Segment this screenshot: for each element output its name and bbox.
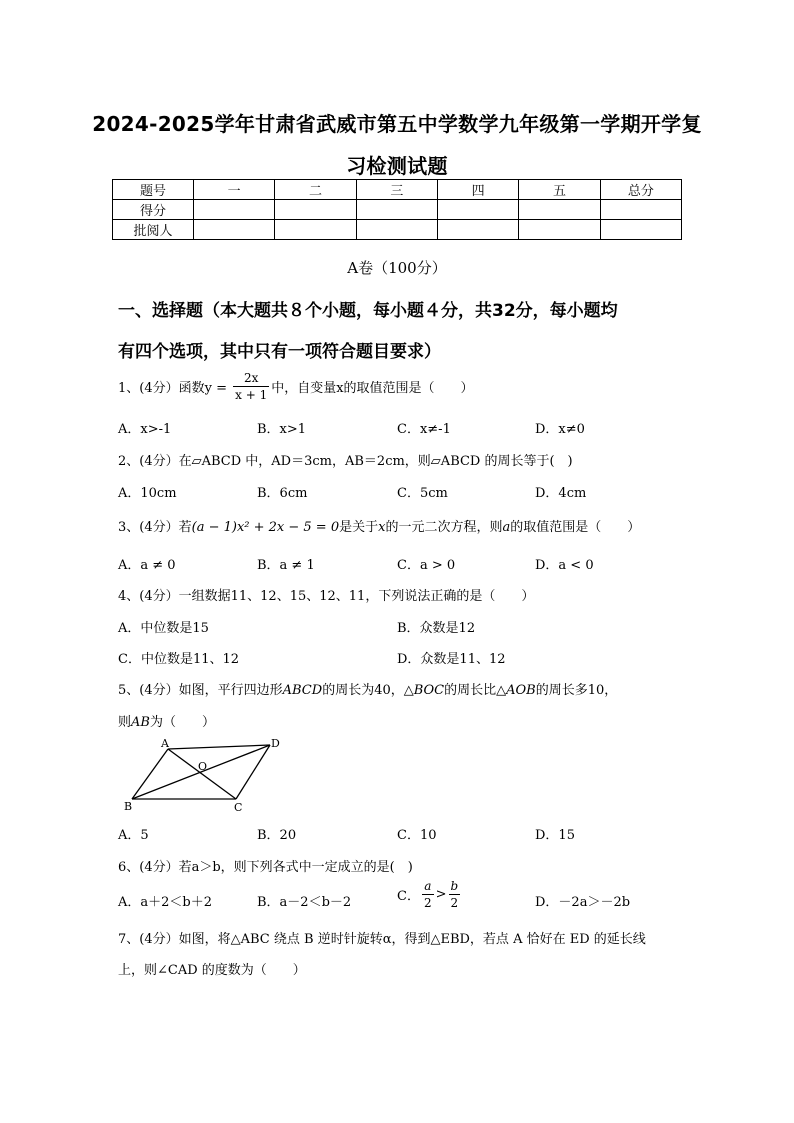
vertex-label-a: A bbox=[161, 737, 169, 750]
header-cell: 一 bbox=[194, 180, 275, 200]
q2-option-b[interactable]: B．6cm bbox=[257, 486, 308, 501]
reviewer-cell[interactable] bbox=[356, 220, 437, 240]
q6-c-label: C． bbox=[397, 889, 420, 904]
q6-c-den1: 2 bbox=[423, 896, 432, 910]
side-ad bbox=[168, 745, 270, 749]
row-label: 得分 bbox=[113, 200, 194, 220]
q3-suffix: 的取值范围是（ ） bbox=[510, 520, 641, 535]
q4-option-c[interactable]: C．中位数是11、12 bbox=[118, 652, 240, 667]
score-table-header-row bbox=[113, 180, 682, 200]
reviewer-cell[interactable] bbox=[519, 220, 600, 240]
score-cell[interactable] bbox=[437, 200, 518, 220]
q3-mid2: 的一元二次方程，则 bbox=[385, 520, 503, 535]
q5-aob: AOB bbox=[506, 683, 536, 698]
part1-heading-line2: 有四个选项，其中只有一项符合题目要求） bbox=[118, 342, 441, 362]
q3-option-a[interactable]: A．a ≠ 0 bbox=[118, 558, 176, 573]
q6-c-num2: b bbox=[450, 879, 459, 893]
q5-text-a: 5、(4分）如图，平行四边形 bbox=[118, 683, 283, 698]
q2-option-a[interactable]: A．10cm bbox=[118, 486, 177, 501]
q1-suffix: 中，自变量x的取值范围是（ ） bbox=[271, 381, 474, 396]
q2-option-d[interactable]: D．4cm bbox=[535, 486, 587, 501]
score-cell[interactable] bbox=[275, 200, 356, 220]
q5-option-c[interactable]: C．10 bbox=[397, 828, 437, 843]
q5-text-b: 的周长为40， bbox=[322, 683, 404, 698]
q3-option-c[interactable]: C．a > 0 bbox=[397, 558, 456, 573]
header-cell: 三 bbox=[356, 180, 437, 200]
question-6: 6、(4分）若a＞b，则下列各式中一定成立的是( ) bbox=[118, 860, 413, 875]
vertex-label-c: C bbox=[234, 801, 243, 814]
q5-option-b[interactable]: B．20 bbox=[257, 828, 297, 843]
q5-abcd: ABCD bbox=[282, 683, 323, 698]
section-a-heading: A卷（100分） bbox=[347, 259, 447, 277]
q3-mid: 是关于 bbox=[339, 520, 379, 535]
q5-text-c: 的周长比△ bbox=[444, 683, 507, 698]
q5-text-f: 为（ ） bbox=[149, 715, 215, 730]
header-cell: 二 bbox=[275, 180, 356, 200]
header-cell: 四 bbox=[437, 180, 518, 200]
q6-c-num1: a bbox=[424, 879, 432, 893]
q6-option-b[interactable]: B．a－2＜b－2 bbox=[257, 895, 352, 910]
q1-option-d[interactable]: D．x≠0 bbox=[535, 422, 585, 437]
q6-c-frac1 bbox=[422, 880, 434, 909]
header-cell: 题号 bbox=[113, 180, 194, 200]
question-5-line1 bbox=[118, 679, 617, 698]
q1-option-b[interactable]: B．x>1 bbox=[257, 422, 307, 437]
parallelogram-figure bbox=[120, 737, 290, 817]
part1-heading-line1: 一、选择题（本大题共８个小题，每小题４分，共32分，每小题均 bbox=[118, 301, 618, 321]
q2-option-c[interactable]: C．5cm bbox=[397, 486, 448, 501]
center-label-o: O bbox=[198, 760, 208, 773]
exam-title-line2: 习检测试题 bbox=[346, 154, 448, 178]
row-label: 批阅人 bbox=[113, 220, 194, 240]
q6-c-gt: > bbox=[435, 887, 447, 902]
score-table bbox=[112, 179, 682, 240]
q1-numerator: 2x bbox=[233, 372, 269, 387]
reviewer-cell[interactable] bbox=[437, 220, 518, 240]
q5-text-d: 的周长多10， bbox=[535, 683, 618, 698]
vertex-label-d: D bbox=[271, 737, 280, 750]
header-cell: 五 bbox=[519, 180, 600, 200]
question-1 bbox=[118, 372, 474, 401]
q3-var-x: x bbox=[378, 520, 386, 535]
question-7-line2: 上，则∠CAD 的度数为（ ） bbox=[118, 963, 306, 978]
side-dc bbox=[236, 745, 270, 799]
q5-option-d[interactable]: D．15 bbox=[535, 828, 575, 843]
score-cell[interactable] bbox=[600, 200, 681, 220]
q5-boc: △BOC bbox=[403, 683, 445, 698]
q3-prefix: 3、(4分）若 bbox=[118, 520, 192, 535]
question-4: 4、(4分）一组数据11、12、15、12、11，下列说法正确的是（ ） bbox=[118, 589, 535, 604]
q5-text-e: 则 bbox=[118, 715, 132, 730]
exam-title-line1: 2024-2025学年甘肃省武威市第五中学数学九年级第一学期开学复 bbox=[92, 112, 702, 136]
score-cell[interactable] bbox=[519, 200, 600, 220]
question-2: 2、(4分）在▱ABCD 中，AD＝3cm，AB＝2cm，则▱ABCD 的周长等于( ) bbox=[118, 454, 573, 469]
q4-option-a[interactable]: A．中位数是15 bbox=[118, 621, 209, 636]
q4-option-b[interactable]: B．众数是12 bbox=[397, 621, 476, 636]
header-cell: 总分 bbox=[600, 180, 681, 200]
reviewer-cell[interactable] bbox=[275, 220, 356, 240]
q6-c-frac2 bbox=[449, 880, 461, 909]
diagonal-ac bbox=[168, 749, 236, 799]
q6-option-d[interactable]: D．－2a＞－2b bbox=[535, 895, 631, 910]
q1-option-c[interactable]: C．x≠-1 bbox=[397, 422, 451, 437]
q4-option-d[interactable]: D．众数是11、12 bbox=[397, 652, 506, 667]
q3-option-d[interactable]: D．a < 0 bbox=[535, 558, 594, 573]
question-5-line2 bbox=[118, 711, 215, 730]
score-cell[interactable] bbox=[356, 200, 437, 220]
q6-option-a[interactable]: A．a＋2＜b＋2 bbox=[118, 895, 213, 910]
score-cell[interactable] bbox=[194, 200, 275, 220]
reviewer-row bbox=[113, 220, 682, 240]
reviewer-cell[interactable] bbox=[194, 220, 275, 240]
q1-denominator: x + 1 bbox=[235, 388, 268, 402]
q3-option-b[interactable]: B．a ≠ 1 bbox=[257, 558, 315, 573]
q1-fraction bbox=[233, 372, 269, 401]
q1-option-a[interactable]: A．x>-1 bbox=[118, 422, 172, 437]
score-row bbox=[113, 200, 682, 220]
q6-c-den2: 2 bbox=[450, 896, 459, 910]
q3-var-a: a bbox=[502, 520, 511, 535]
question-7-line1: 7、(4分）如图，将△ABC 绕点 B 逆时针旋转α，得到△EBD，若点 A 恰好在 ED 的延长线 bbox=[118, 932, 646, 947]
q3-equation: (a − 1)x² + 2x − 5 = 0 bbox=[191, 520, 340, 535]
q6-option-c[interactable] bbox=[397, 880, 462, 909]
reviewer-cell[interactable] bbox=[600, 220, 681, 240]
q5-option-a[interactable]: A．5 bbox=[118, 828, 149, 843]
vertex-label-b: B bbox=[124, 800, 133, 813]
question-3 bbox=[118, 516, 640, 535]
q5-ab: AB bbox=[131, 715, 150, 730]
q1-prefix: 1、(4分）函数y = bbox=[118, 381, 232, 396]
